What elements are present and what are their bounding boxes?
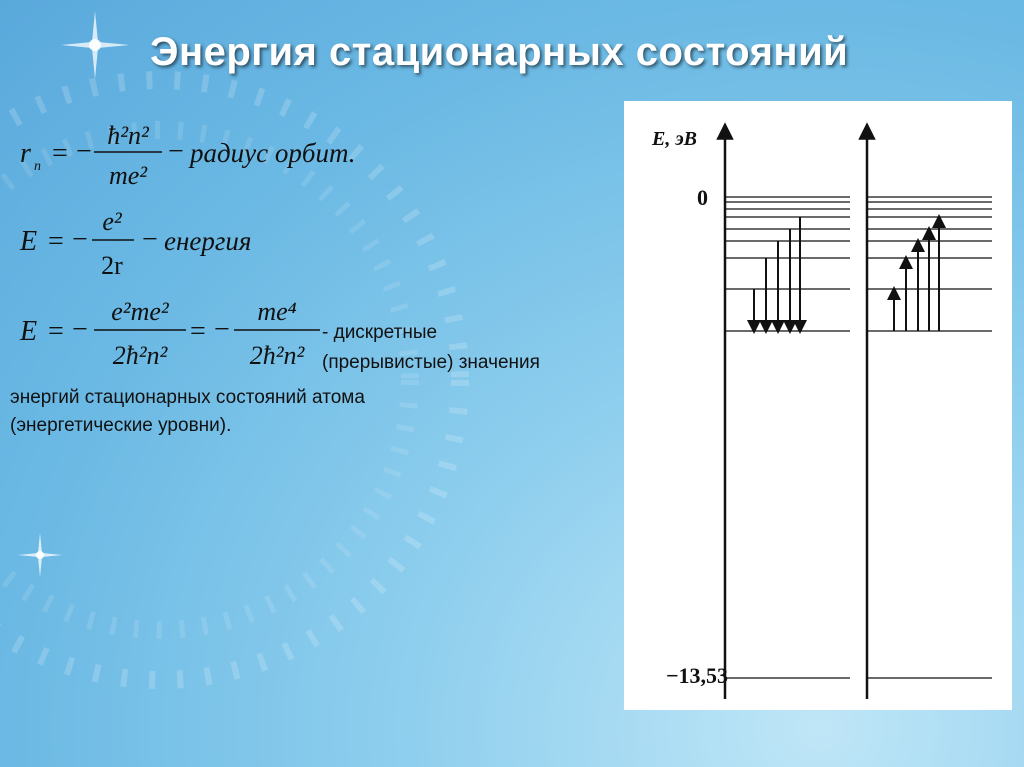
absorption-arrows bbox=[894, 221, 939, 331]
slide-title: Энергия стационарных состояний bbox=[150, 30, 849, 74]
radius-subscript: n bbox=[34, 159, 41, 174]
zero-label: 0 bbox=[697, 185, 708, 210]
radius-formula bbox=[20, 121, 356, 190]
levels-numerator-1: e²me² bbox=[111, 297, 169, 326]
levels-numerator-2: me⁴ bbox=[257, 297, 297, 326]
radius-description: радиус орбит. bbox=[190, 138, 356, 168]
radius-denominator: me² bbox=[108, 161, 148, 190]
svg-text:−: − bbox=[76, 136, 92, 167]
svg-text:=: = bbox=[190, 316, 206, 347]
energy-level-diagram bbox=[624, 101, 1012, 710]
levels-note-line-1: - дискретные bbox=[322, 322, 438, 343]
energy-denominator: 2r bbox=[101, 251, 123, 280]
svg-text:=: = bbox=[52, 138, 68, 169]
svg-text:−: − bbox=[168, 136, 184, 167]
levels-note-line-2: (прерывистые) значения bbox=[322, 352, 540, 373]
svg-text:−: − bbox=[72, 224, 88, 255]
radius-lhs: r bbox=[20, 138, 31, 169]
sparkle-icon bbox=[61, 11, 129, 79]
description-text bbox=[10, 384, 600, 440]
ground-level-label: −13,53 bbox=[665, 663, 728, 688]
energy-levels-left bbox=[725, 197, 850, 678]
description-line-2: (энергетические уровни). bbox=[10, 415, 232, 436]
svg-text:−: − bbox=[214, 314, 230, 345]
energy-numerator: e² bbox=[102, 207, 122, 236]
svg-text:−: − bbox=[72, 314, 88, 345]
levels-denominator-2: 2ħ²n² bbox=[249, 341, 305, 370]
sparkle-icon bbox=[18, 533, 62, 577]
emission-arrows bbox=[754, 217, 800, 327]
energy-formula bbox=[19, 207, 251, 280]
svg-text:−: − bbox=[142, 224, 158, 255]
svg-text:=: = bbox=[48, 316, 64, 347]
axis-label: E, эВ bbox=[652, 128, 697, 150]
levels-lhs: E bbox=[20, 316, 38, 347]
energy-description: енергия bbox=[164, 226, 252, 256]
description-line-1: энергий стационарных состояний атома bbox=[10, 387, 365, 408]
energy-lhs: E bbox=[20, 226, 38, 257]
levels-denominator-1: 2ħ²n² bbox=[112, 341, 168, 370]
radius-numerator: ħ²n² bbox=[107, 121, 149, 150]
svg-text:=: = bbox=[48, 226, 64, 257]
energy-levels-formula bbox=[19, 297, 320, 370]
